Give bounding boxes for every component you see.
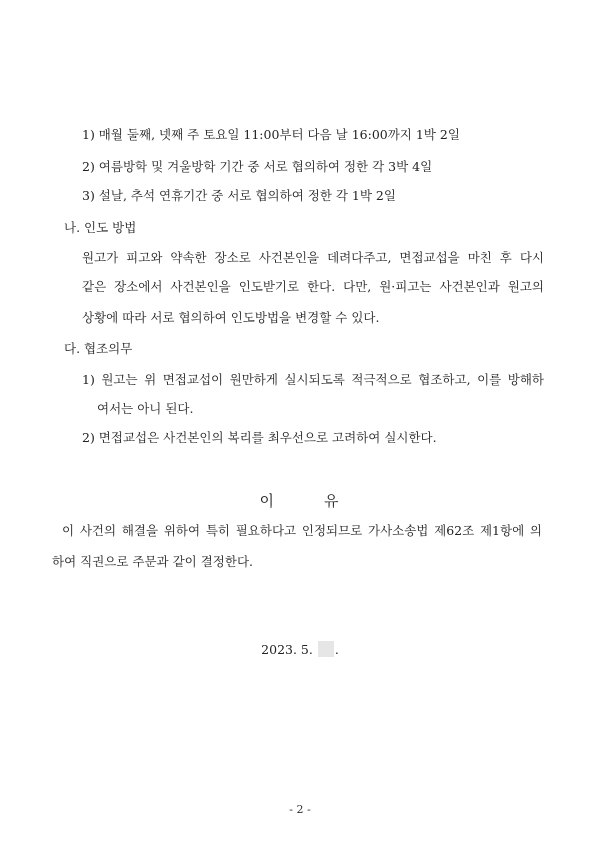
- page-number: - 2 -: [289, 803, 311, 816]
- visit-schedule-item-1: 1) 매월 둘째, 넷째 주 토요일 11:00부터 다음 날 16:00까지 1박 2일: [82, 127, 460, 142]
- delivery-paragraph-line: 같은 장소에서 사건본인을 인도받기로 한다. 다만, 원·피고는 사건본인과 원고의: [82, 279, 544, 294]
- reason-paragraph-line: 이 사건의 해결을 위하여 특히 필요하다고 인정되므로 가사소송법 제62조 제1항에 의: [62, 523, 542, 538]
- delivery-paragraph-line: 상황에 따라 서로 협의하여 인도방법을 변경할 수 있다.: [82, 310, 380, 325]
- visit-schedule-item-3: 3) 설날, 추석 연휴기간 중 서로 협의하여 정한 각 1박 2일: [82, 188, 396, 203]
- section-heading-cooperation: 다. 협조의무: [64, 341, 133, 356]
- delivery-paragraph-line: 원고가 피고와 약속한 장소로 사건본인을 데려다주고, 면접교섭을 마친 후 다시: [82, 250, 544, 265]
- reason-heading-char: 이: [259, 492, 276, 510]
- cooperation-item-1-continued: 여서는 아니 된다.: [97, 401, 194, 416]
- reason-paragraph-line: 하여 직권으로 주문과 같이 결정한다.: [52, 554, 253, 569]
- decision-date-suffix: .: [334, 642, 339, 657]
- reason-heading: [0, 490, 600, 511]
- section-heading-delivery: 나. 인도 방법: [64, 220, 137, 235]
- cooperation-item-2: 2) 면접교섭은 사건본인의 복리를 최우선으로 고려하여 실시한다.: [82, 430, 437, 445]
- cooperation-item-1: 1) 원고는 위 면접교섭이 원만하게 실시되도록 적극적으로 협조하고, 이를 방해하: [82, 372, 544, 387]
- redacted-day-block: [318, 641, 334, 657]
- decision-date-prefix: 2023. 5.: [261, 642, 313, 657]
- decision-date: [0, 641, 600, 658]
- visit-schedule-item-2: 2) 여름방학 및 겨울방학 기간 중 서로 협의하여 정한 각 3박 4일: [82, 159, 433, 174]
- reason-heading-char: 유: [324, 492, 341, 510]
